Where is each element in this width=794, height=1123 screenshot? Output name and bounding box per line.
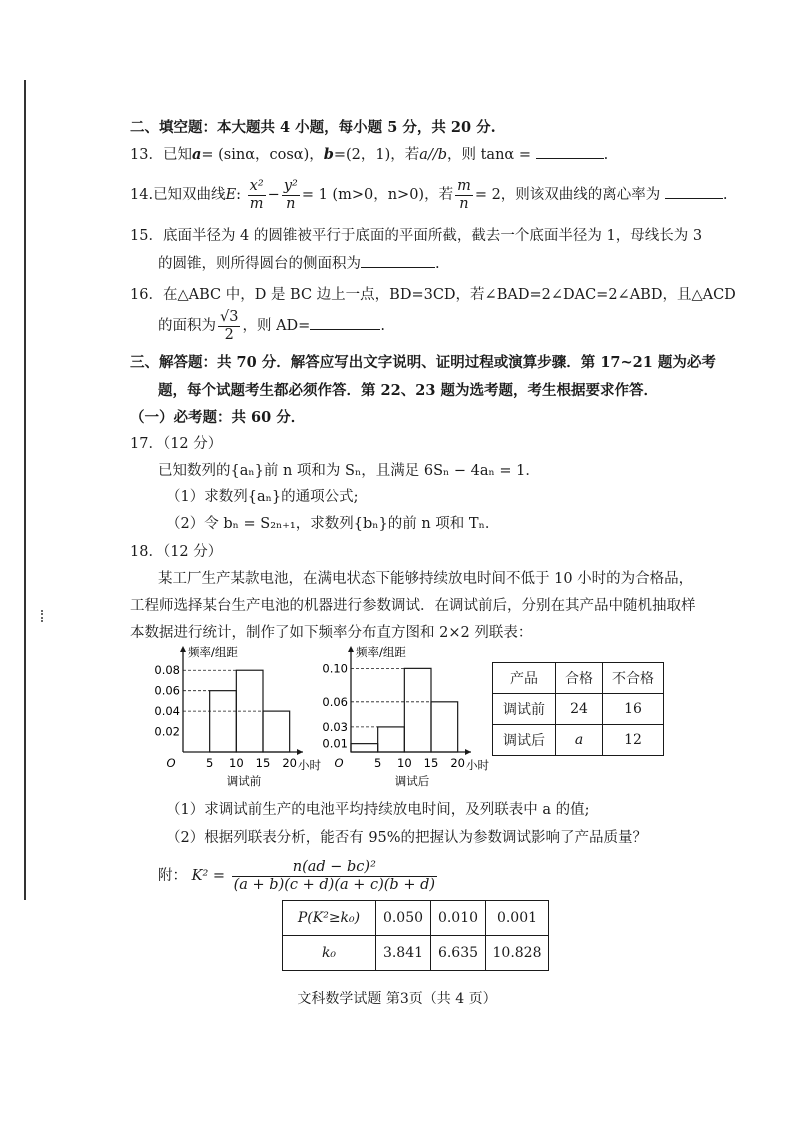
question-15-line2 [158, 252, 440, 273]
q14-frac2-num: y² [283, 177, 298, 194]
histogram-before [150, 640, 321, 790]
question-16-line1 [130, 283, 736, 304]
contingency-cell: 16 [603, 694, 664, 725]
x-tick-label: 10 [229, 756, 244, 770]
q18-part1: （1）求调试前生产的电池平均持续放电时间，及列联表中 a 的值; [166, 802, 590, 818]
x-tick-label: 15 [255, 756, 271, 770]
q14-eq2: = 2，则该双曲线的离心率为 [474, 187, 661, 203]
q14-number: 14. [130, 187, 154, 203]
question-13 [130, 143, 608, 164]
q14-frac-y [282, 178, 300, 212]
contingency-row [493, 725, 664, 756]
contingency-header-cell: 不合格 [603, 663, 664, 694]
origin-label: O [166, 756, 176, 770]
critical-cell: 0.001 [486, 901, 549, 936]
critical-cell: 0.010 [431, 901, 486, 936]
x-tick-label: 20 [282, 756, 297, 770]
x-axis-arrow [297, 749, 303, 755]
y-tick-label: 0.08 [154, 663, 180, 678]
critical-row [283, 901, 549, 936]
section2-heading: 二、填空题：本大题共 4 小题，每小题 5 分，共 20 分. [130, 119, 496, 136]
q17-part2: （2）令 bₙ = S₂ₙ₊₁，求数列{bₙ}的前 n 项和 Tₙ． [166, 516, 500, 532]
chart-title: 调试后 [394, 774, 430, 788]
y-axis-label: 频率/组距 [188, 645, 238, 659]
origin-label: O [334, 756, 344, 770]
x-tick-label: 5 [374, 756, 382, 770]
critical-value-table [282, 900, 549, 971]
q14-minus: − [267, 187, 280, 203]
x-axis-arrow [465, 749, 471, 755]
y-tick-label: 0.01 [322, 736, 348, 751]
contingency-cell: 12 [603, 725, 664, 756]
chart-title: 调试前 [226, 774, 262, 788]
y-tick-label: 0.03 [322, 719, 348, 734]
q14-frac-x [248, 178, 266, 212]
q17-part1: （1）求数列{aₙ}的通项公式; [166, 489, 359, 505]
q18-stem3: 本数据进行统计，制作了如下频率分布直方图和 2×2 列联表： [130, 625, 533, 641]
q14-colon: : [236, 187, 242, 203]
q14-frac1-den: m [249, 195, 264, 212]
critical-cell: 3.841 [376, 936, 431, 971]
y-tick-label: 0.04 [154, 704, 180, 719]
question-14 [130, 173, 728, 217]
x-axis-label: 小时 [466, 758, 489, 772]
histogram-bar [404, 668, 431, 752]
q14-frac1-num: x² [249, 177, 264, 194]
formula-lhs: K² = [191, 868, 226, 884]
q14-eq: = 1 (m>0，n>0)，若 [301, 187, 454, 203]
formula-numerator: n(ad − bc)² [232, 859, 437, 877]
y-axis-arrow [180, 646, 186, 652]
section3-line1: 三、解答题：共 70 分．解答应写出文字说明、证明过程或演算步骤．第 17~21 题为必考 [130, 354, 716, 371]
q13-text-a: 已知 [162, 147, 192, 163]
q16-frac [218, 309, 240, 343]
x-tick-label: 15 [423, 756, 439, 770]
q14-frac-mn [455, 178, 473, 212]
q16-end: . [380, 318, 385, 334]
q15-line1: 底面半径为 4 的圆锥被平行于底面的平面所截，截去一个底面半径为 1，母线长为 3 [162, 228, 703, 244]
q13-vec-a: a [191, 146, 202, 163]
q16-answer-blank[interactable] [310, 315, 380, 330]
q15-end: . [435, 256, 440, 272]
q13-number: 13． [130, 147, 163, 163]
q16-line1: 在△ABC 中，D 是 BC 边上一点，BD=3CD，若∠BAD=2∠DAC=2∠ABD，且△ACD [162, 287, 736, 303]
section3-sub: （一）必考题：共 60 分． [130, 409, 306, 426]
q16-number: 16． [130, 287, 163, 303]
page-footer: 文科数学试题 第3页（共 4 页） [297, 991, 497, 1007]
contingency-cell: 调试后 [493, 725, 556, 756]
q14-answer-blank[interactable] [665, 184, 723, 199]
y-axis-label: 频率/组距 [356, 645, 406, 659]
critical-row [283, 936, 549, 971]
q18-stem2: 工程师选择某台生产电池的机器进行参数调试．在调试前后，分别在其产品中随机抽取样 [130, 598, 696, 614]
q14-frac3-den: n [459, 195, 469, 212]
y-tick-label: 0.10 [322, 661, 348, 676]
contingency-cell: a [556, 725, 603, 756]
x-tick-label: 10 [397, 756, 412, 770]
question-15-line1 [130, 224, 702, 245]
histogram-bar [431, 702, 458, 752]
q13-text-e: ，则 tanα = [447, 147, 531, 163]
critical-cell: 10.828 [486, 936, 549, 971]
appendix-formula [158, 852, 439, 900]
x-axis-label: 小时 [298, 758, 321, 772]
x-tick-label: 5 [206, 756, 214, 770]
contingency-header-cell: 合格 [556, 663, 603, 694]
contingency-cell: 调试前 [493, 694, 556, 725]
q14-curve: E [225, 187, 237, 203]
question-16-line2 [158, 304, 385, 348]
critical-cell: k₀ [283, 936, 376, 971]
q18-head: 18．（12 分） [130, 544, 223, 560]
contingency-header-cell: 产品 [493, 663, 556, 694]
histogram-bar [210, 691, 237, 752]
contingency-row [493, 694, 664, 725]
q13-text-b: = (sinα，cosα)， [201, 147, 324, 163]
q15-number: 15． [130, 228, 163, 244]
q17-head: 17．（12 分） [130, 436, 223, 452]
y-axis-arrow [348, 646, 354, 652]
contingency-header-row [493, 663, 664, 694]
q18-stem1: 某工厂生产某款电池，在满电状态下能够持续放电时间不低于 10 小时的为合格品， [158, 571, 694, 587]
q13-answer-blank[interactable] [536, 144, 604, 159]
contingency-cell: 24 [556, 694, 603, 725]
y-tick-label: 0.06 [322, 694, 348, 709]
q14-frac3-num: m [457, 177, 471, 194]
q16-line2a: 的面积为 [158, 318, 216, 334]
q16-frac-den: 2 [224, 326, 234, 343]
section3-line2: 题，每个试题考生都必须作答．第 22、23 题为选考题，考生根据要求作答． [158, 382, 658, 399]
formula-denominator: (a + b)(c + d)(a + c)(b + d) [233, 876, 436, 893]
y-tick-label: 0.02 [154, 724, 180, 739]
q16-frac-num: √3 [220, 308, 239, 325]
histogram-bar [263, 711, 290, 752]
margin-dots [41, 610, 46, 622]
q17-stem: 已知数列的{aₙ}前 n 项和为 Sₙ，且满足 6Sₙ − 4aₙ = 1． [158, 463, 540, 479]
histogram-after [318, 640, 489, 790]
q13-text-c: =(2，1)，若 [333, 147, 420, 163]
critical-cell: P(K²≥k₀) [283, 901, 376, 936]
histogram-bar [378, 727, 405, 752]
q16-line2b: ，则 AD= [242, 318, 311, 334]
q13-vec-b: b [323, 146, 334, 163]
q13-end: . [603, 147, 609, 163]
histogram-bar [351, 744, 378, 752]
q18-part2: （2）根据列联表分析，能否有 95%的把握认为参数调试影响了产品质量？ [166, 830, 648, 846]
appendix-label: 附： [158, 868, 187, 884]
q14-end: . [722, 187, 728, 203]
critical-cell: 0.050 [376, 901, 431, 936]
q15-line2: 的圆锥，则所得圆台的侧面积为 [158, 256, 361, 272]
x-tick-label: 20 [450, 756, 465, 770]
q14-frac2-den: n [286, 195, 296, 212]
q15-answer-blank[interactable] [361, 253, 435, 268]
q13-text-d: a//b [419, 147, 447, 163]
contingency-table [492, 662, 664, 756]
formula-fraction [232, 859, 437, 893]
left-margin-rule [24, 80, 26, 900]
q14-text-a: 已知双曲线 [153, 187, 226, 203]
critical-cell: 6.635 [431, 936, 486, 971]
y-tick-label: 0.06 [154, 683, 180, 698]
